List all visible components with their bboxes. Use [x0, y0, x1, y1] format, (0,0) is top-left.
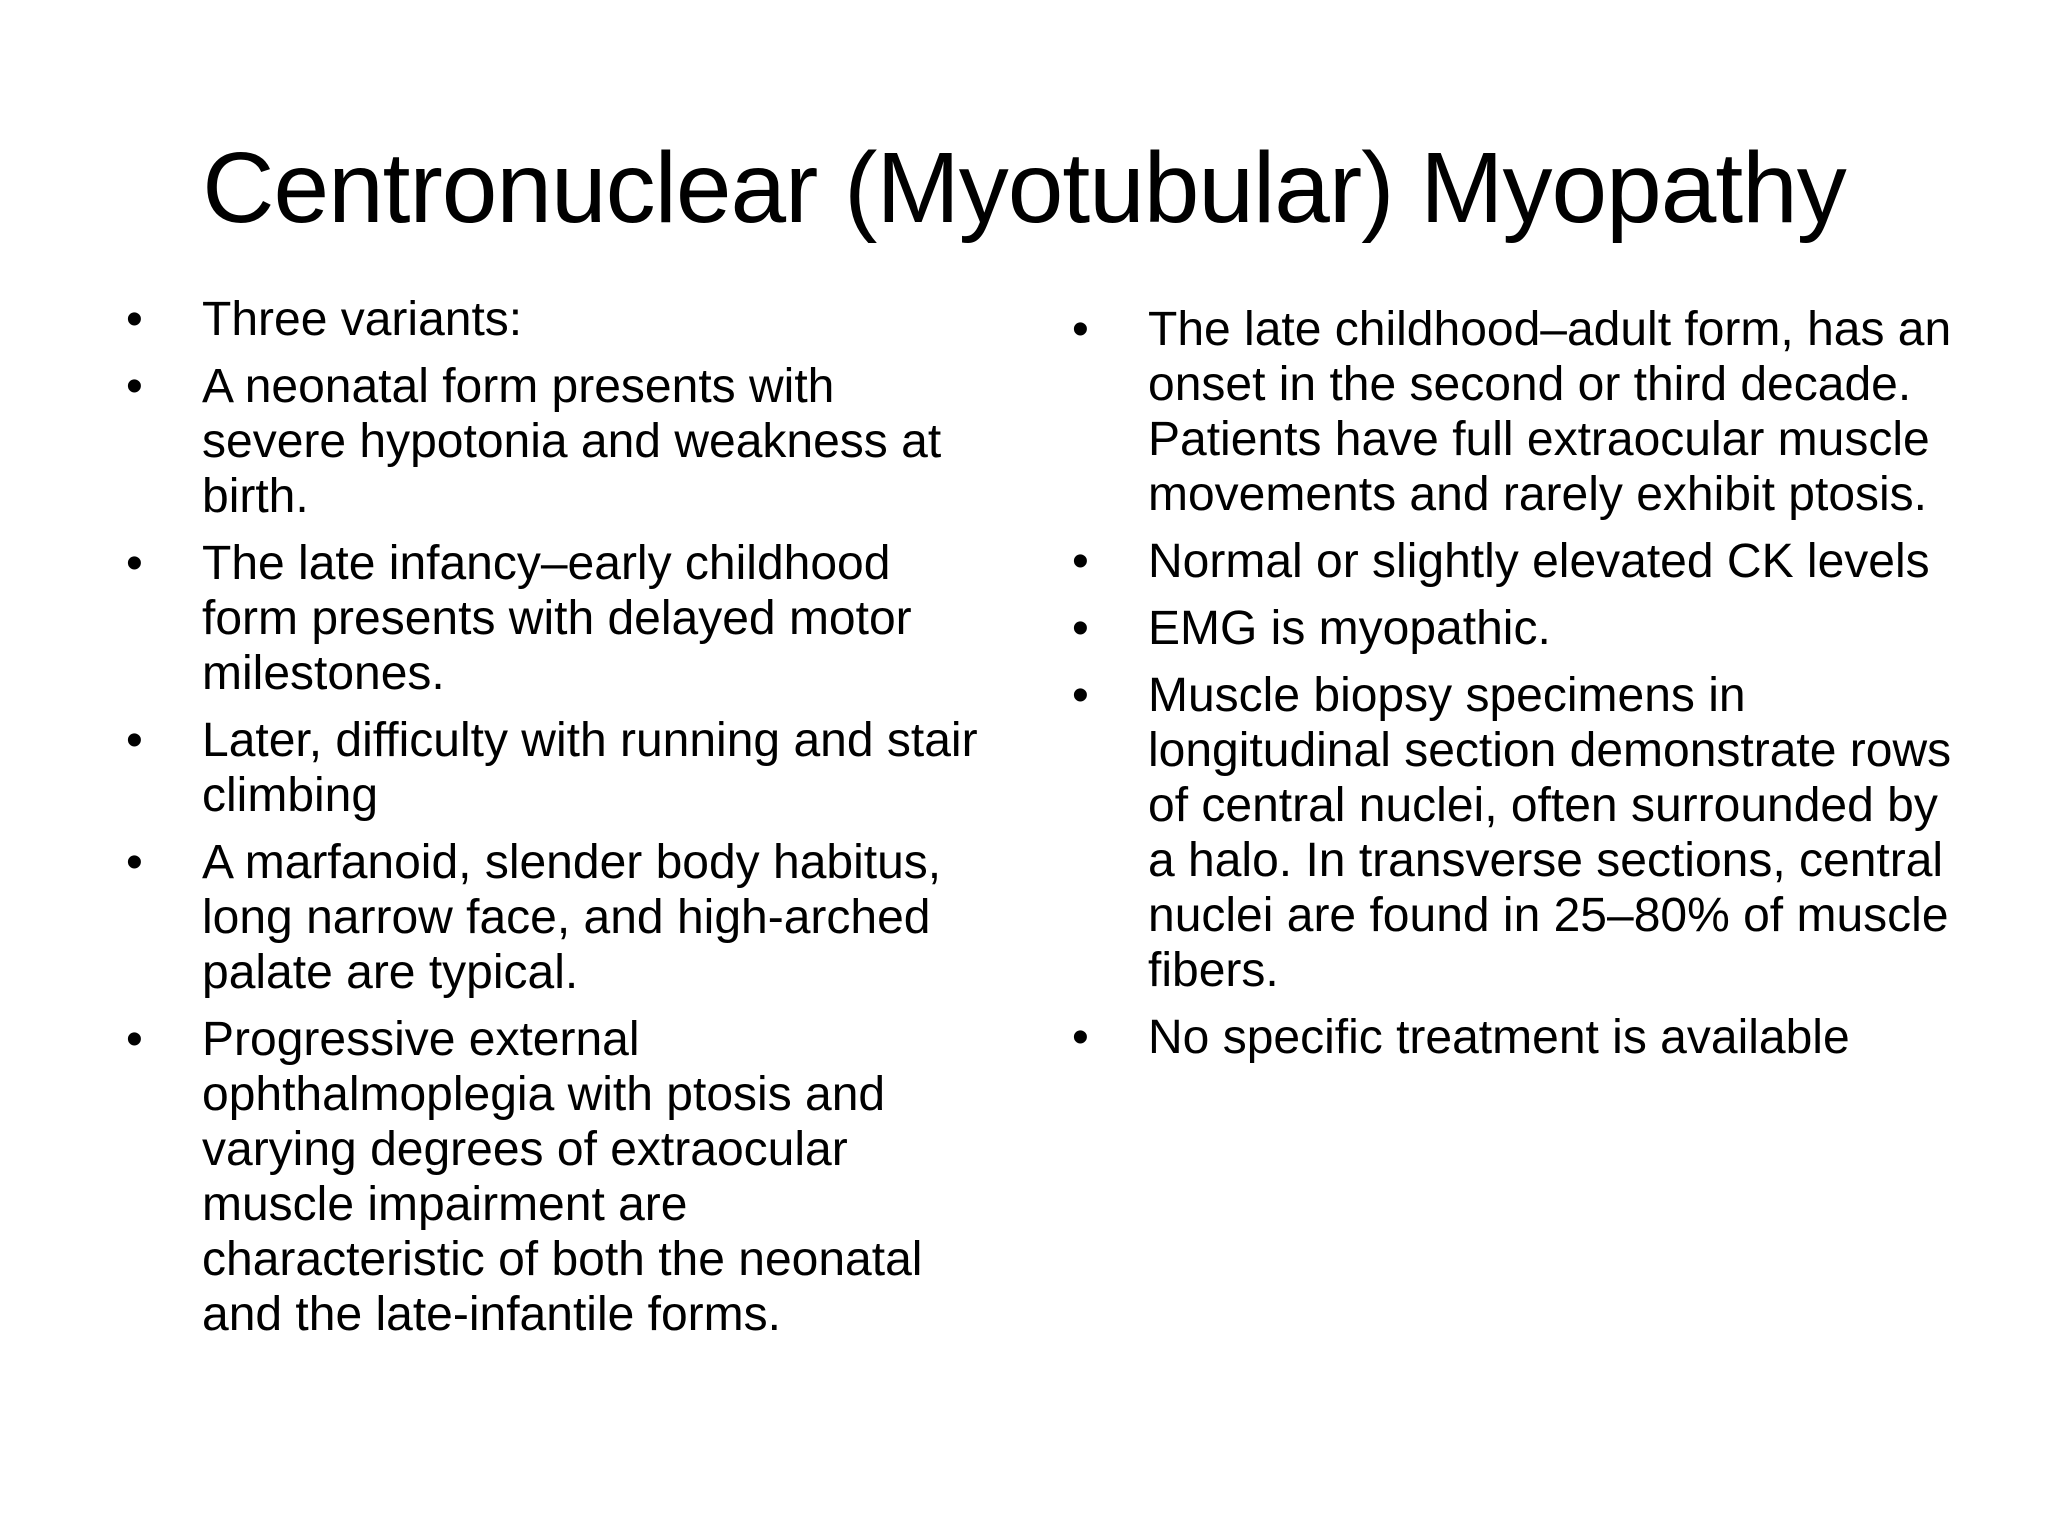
bullet-item: [1064, 534, 1964, 589]
bullet-icon: •: [126, 293, 143, 346]
bullet-item: [1064, 302, 1964, 522]
bullet-item: [118, 359, 978, 524]
bullet-item: [1064, 1010, 1964, 1065]
bullet-item: [118, 835, 978, 1000]
bullet-icon: •: [126, 714, 143, 767]
bullet-icon: •: [126, 836, 143, 889]
bullet-text: No specific treatment is available: [1148, 1011, 1850, 1064]
bullet-icon: •: [1072, 602, 1089, 655]
slide-title: Centronuclear (Myotubular) Myopathy: [202, 132, 1846, 244]
bullet-item: [1064, 668, 1964, 998]
bullet-item: [118, 713, 978, 823]
bullet-icon: •: [1072, 303, 1089, 356]
bullet-icon: •: [126, 537, 143, 590]
bullet-icon: •: [126, 1013, 143, 1066]
bullet-text: Normal or slightly elevated CK levels: [1148, 535, 1930, 588]
bullet-text: Muscle biopsy specimens in longitudinal section demonstrate rows of central nuclei, often surrounded by a halo. In transverse sections, central nuclei are found in 25–80% of muscle fibers.: [1148, 669, 1952, 997]
left-bullet-list: [118, 292, 978, 1354]
right-bullet-list: [1064, 302, 1964, 1077]
bullet-item: [118, 536, 978, 701]
bullet-item: [1064, 601, 1964, 656]
bullet-text: Three variants:: [202, 293, 523, 346]
bullet-text: The late childhood–adult form, has an onset in the second or third decade. Patients have full extraocular muscle movements and rarely exhibit ptosis.: [1148, 303, 1952, 521]
bullet-text: EMG is myopathic.: [1148, 602, 1551, 655]
bullet-text: A marfanoid, slender body habitus, long narrow face, and high-arched palate are typical.: [202, 836, 942, 999]
bullet-text: Later, difficulty with running and stair climbing: [202, 714, 978, 822]
bullet-text: Progressive external ophthalmoplegia with ptosis and varying degrees of extraocular muscle impairment are characteristic of both the neonatal and the late-infantile forms.: [202, 1013, 923, 1341]
bullet-icon: •: [126, 360, 143, 413]
bullet-text: The late infancy–early childhood form presents with delayed motor milestones.: [202, 537, 912, 700]
bullet-icon: •: [1072, 1011, 1089, 1064]
bullet-item: [118, 292, 978, 347]
bullet-item: [118, 1012, 978, 1342]
bullet-icon: •: [1072, 669, 1089, 722]
bullet-icon: •: [1072, 535, 1089, 588]
bullet-text: A neonatal form presents with severe hypotonia and weakness at birth.: [202, 360, 942, 523]
